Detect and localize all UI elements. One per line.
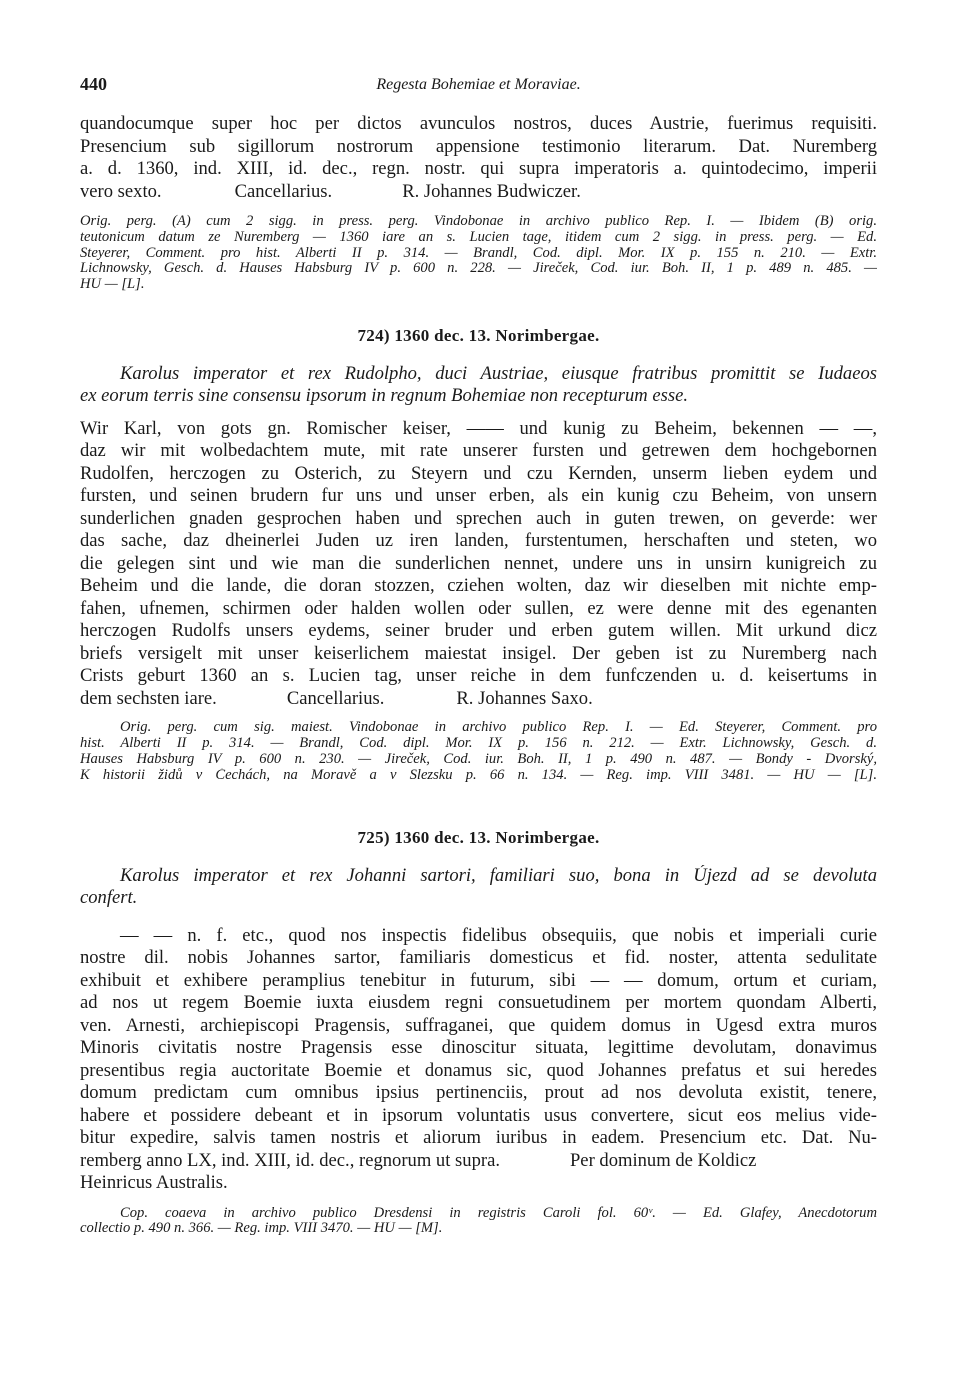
text-line: fursten, und seinen brudern fur uns und unser erben, als ein kunig czu Beheim, von unsern <box>80 485 877 507</box>
text-line: Presencium sub sigillorum nostrorum appensione testimonio literarum. Dat. Nuremberg <box>80 135 877 157</box>
document-page <box>80 64 877 1237</box>
text-line: herczogen Rudolfs unsers eydems, seiner bruder und erben gutem willen. Mit urkund dicz <box>80 620 877 642</box>
note-line: teutonicum datum ze Nuremberg — 1360 iare an s. Lucien tage, itidem cum 2 sigg. in press. perg. — Ed. <box>80 229 877 245</box>
regest-724 <box>80 363 877 408</box>
text-line: exhibuit et exhibere peramplius tenebitur in futurum, sibi — — domum, ortum et curiam, <box>80 969 877 991</box>
text-line: Wir Karl, von gots gn. Romischer keiser, —— und kunig zu Beheim, bekennen — —, <box>80 417 877 439</box>
note-line: Cop. coaeva in archivo publico Dresdensi in registris Caroli fol. 60ᵛ. — Ed. Glafey, Anecdotorum <box>120 1205 877 1221</box>
continuation-text <box>80 113 877 203</box>
text-line: Heinricus Australis. <box>80 1172 228 1194</box>
regest-725 <box>80 865 877 910</box>
regest-line: Karolus imperator et rex Rudolpho, duci Austriae, eiusque fratribus promittit se Iudaeos <box>120 362 877 384</box>
text-line: daz wir mit wolbedachtem mute, mit rate unserer fursten und getrewen dem hochgebornen <box>80 440 877 462</box>
closing-text: dem sechsten iare. <box>80 687 217 709</box>
note-line: Lichnowsky, Gesch. d. Hauses Habsburg IV p. 600 n. 228. — Jireček, Cod. iur. Boh. II, 1 p. 489 n. 485. — <box>80 261 877 277</box>
text-line: habere et possidere debeant et in ipsorum voluntatis usus convertere, sicut eos melius vide- <box>80 1104 877 1126</box>
text-line: briefs versigelt mit unser keiserlichem maiestat insigel. Der geben ist zu Nuremberg nach <box>80 642 877 664</box>
text-line: bitur expedire, salvis tamen nostris et aliorum iuribus in eadem. Presencium etc. Dat. Nu- <box>80 1127 877 1149</box>
text-line: ad nos ut regem Boemie iuxta eiusdem regni consuetudinem per mortem quondam Alberti, <box>80 992 877 1014</box>
signer-name: Per dominum de Koldicz <box>569 1149 757 1171</box>
closing-line <box>80 688 877 711</box>
text-line: a. d. 1360, ind. XIII, id. dec., regn. nostr. qui supra imperatoris a. quintodecimo, imperii <box>80 158 877 179</box>
text-line: Beheim und die lande, die doran stozzen, cziehen wolten, daz wir dieselben mit nichte emp- <box>80 575 877 597</box>
regest-line: ex eorum terris sine consensu ipsorum in regnum Bohemiae non recepturum esse. <box>80 385 688 407</box>
text-line: quandocumque super hoc per dictos avunculos nostros, duces Austrie, fuerimus requisiti. <box>80 113 877 134</box>
text-line: sunderlichen gnaden gesprochen haben und sprechen auch in guten trewen, on geverde: wer <box>80 507 877 529</box>
text-line: das sache, daz dheinerlei Juden uz iren landen, furstentumen, herschaften und steten, wo <box>80 530 877 552</box>
note-line: Hauses Habsburg IV p. 600 n. 230. — Jireček, Cod. iur. Boh. II, 1 p. 490 n. 487. — Bondy - Dvorský, <box>80 752 877 768</box>
continuation-notes <box>80 214 877 293</box>
note-line: Steyerer, Comment. pro hist. Alberti II p. 314. — Brandl, Cod. dipl. Mor. IX p. 155 n. 210. — Extr. <box>80 245 877 261</box>
running-title: Regesta Bohemiae et Moraviae. <box>376 76 581 93</box>
entry-heading-724: 724) 1360 dec. 13. Norimbergae. <box>357 325 600 345</box>
text-725 <box>80 925 877 1195</box>
running-head <box>80 64 877 94</box>
note-line: HÚ — [L]. <box>80 277 145 293</box>
entry-heading-725: 725) 1360 dec. 13. Norimbergae. <box>357 827 600 847</box>
signer-name: R. Johannes Saxo. <box>456 687 593 709</box>
text-line: presentibus regia auctoritate Boemie et donamus sic, quod Johannes prefatus et sui heredes <box>80 1059 877 1081</box>
closing-line <box>80 181 877 204</box>
page-number: 440 <box>80 74 107 94</box>
signer-name: R. Johannes Budwiczer. <box>402 180 581 202</box>
notes-724 <box>80 720 877 783</box>
signature-line <box>80 1150 877 1173</box>
text-line: Rudolfen, herczogen zu Osterich, zu Steyern und czu Kernden, unserm lieben eydem und <box>80 462 877 484</box>
text-724 <box>80 418 877 711</box>
text-line: die gelegen sint und wie man die sunderlichen nennet, undere uns in unsirn kunigreich zu <box>80 552 877 574</box>
text-line: — — n. f. etc., quod nos inspectis fidelibus obsequiis, que nobis et imperiali curie <box>120 924 877 946</box>
closing-text: vero sexto. <box>80 180 162 202</box>
signature-text: remberg anno LX, ind. XIII, id. dec., regnorum ut supra. <box>80 1149 500 1171</box>
text-line: Crists geburt 1360 an s. Lucien tag, unser reiche in dem funfczenden u. d. keisertums in <box>80 665 877 687</box>
text-line: domum predictam cum omnibus ipsius pertinenciis, prout ad nos devoluta existit, tenere, <box>80 1082 877 1104</box>
note-line: Orig. perg. (A) cum 2 sigg. in press. perg. Vindobonae in archivo publico Rep. I. — Ibidem (B) orig. <box>80 214 877 229</box>
text-line: Minoris civitatis nostre Pragensis esse dinoscitur situata, legittime devolutam, donavimus <box>80 1037 877 1059</box>
note-line: hist. Alberti II p. 314. — Brandl, Cod. dipl. Mor. IX p. 156 n. 212. — Extr. Lichnowsky, Gesch. d. <box>80 736 877 752</box>
text-line: fahen, ufnemen, schirmen oder halden wollen oder sullen, ez were denne mit des egenanten <box>80 597 877 619</box>
notes-725 <box>80 1206 877 1238</box>
regest-line: confert. <box>80 887 138 909</box>
text-line: nostre dil. nobis Johannes sartor, familiaris domesticus et fid. noster, attenta sedulitate <box>80 947 877 969</box>
cancellarius-label: Cancellarius. <box>286 687 385 709</box>
regest-line: Karolus imperator et rex Johanni sartori, familiari suo, bona in Újezd ad se devoluta <box>120 864 877 886</box>
text-line: ven. Arnesti, archiepiscopi Pragensis, suffraganei, que quidem domus in Ugesd extra muros <box>80 1014 877 1036</box>
note-line: Orig. perg. cum sig. maiest. Vindobonae in archivo publico Rep. I. — Ed. Steyerer, Comment. pro <box>120 720 877 736</box>
cancellarius-label: Cancellarius. <box>234 180 333 202</box>
note-line: K historii židů v Čechách, na Moravě a v Slezsku p. 66 n. 134. — Reg. imp. VIII 3481. — HÚ — [L]. <box>80 767 877 783</box>
note-line: collectio p. 490 n. 366. — Reg. imp. VIII 3470. — HÚ — [M]. <box>80 1221 443 1237</box>
